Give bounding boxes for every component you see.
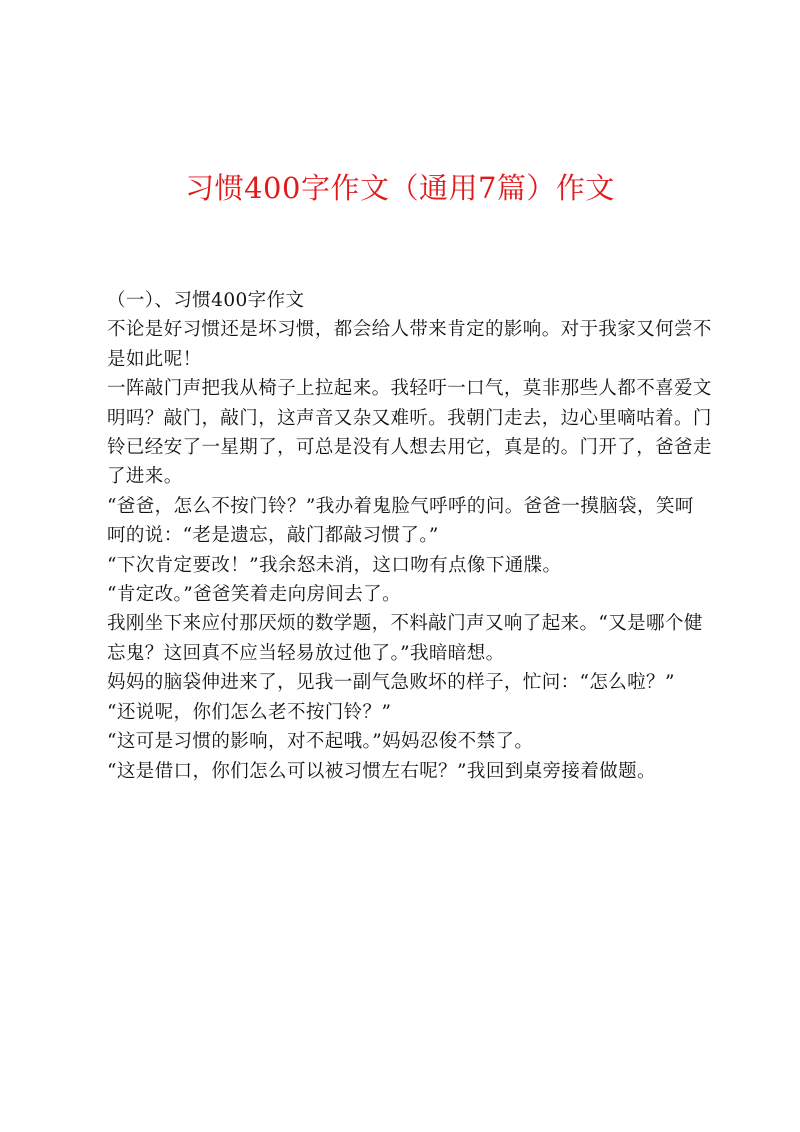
paragraph-line: “肯定改。”爸爸笑着走向房间去了。 — [107, 584, 401, 606]
document-title: 习惯400字作文（通用7篇）作文 — [185, 171, 615, 205]
paragraph-line: “爸爸，怎么不按门铃？”我办着鬼脸气呼呼的问。爸爸一摸脑袋，笑呵 — [107, 495, 694, 517]
paragraph-line: 呵的说：“老是遗忘，敲门都敲习惯了。” — [107, 525, 439, 547]
paragraph-line: “这是借口，你们怎么可以被习惯左右呢？”我回到桌旁接着做题。 — [107, 760, 656, 782]
paragraph-line: 是如此呢！ — [107, 348, 202, 370]
paragraph-line: 妈妈的脑袋伸进来了，见我一副气急败坏的样子，忙问：“怎么啦？” — [107, 672, 675, 694]
paragraph-line: 铃已经安了一星期了，可总是没有人想去用它，真是的。门开了，爸爸走 — [107, 437, 712, 459]
paragraph-line: 一阵敲门声把我从椅子上拉起来。我轻吁一口气，莫非那些人都不喜爱文 — [107, 378, 712, 400]
section-heading: （一）、习惯400字作文 — [107, 290, 305, 311]
paragraph-line: 忘鬼？这回真不应当轻易放过他了。”我暗暗想。 — [107, 642, 505, 664]
paragraph-line: “还说呢，你们怎么老不按门铃？” — [107, 701, 392, 723]
essay-body — [107, 286, 712, 786]
paragraph-line: “这可是习惯的影响，对不起哦。”妈妈忍俊不禁了。 — [107, 731, 534, 753]
paragraph-line: 不论是好习惯还是坏习惯，都会给人带来肯定的影响。对于我家又何尝不 — [107, 319, 712, 341]
paragraph-line: 了进来。 — [107, 466, 183, 488]
paragraph-line: 我刚坐下来应付那厌烦的数学题，不料敲门声又响了起来。“又是哪个健 — [107, 613, 703, 635]
paragraph-line: 明吗？敲门，敲门，这声音又杂又难听。我朝门走去，边心里嘀咕着。门 — [107, 407, 712, 429]
paragraph-line: “下次肯定要改！”我余怒未消，这口吻有点像下通牒。 — [107, 554, 562, 576]
